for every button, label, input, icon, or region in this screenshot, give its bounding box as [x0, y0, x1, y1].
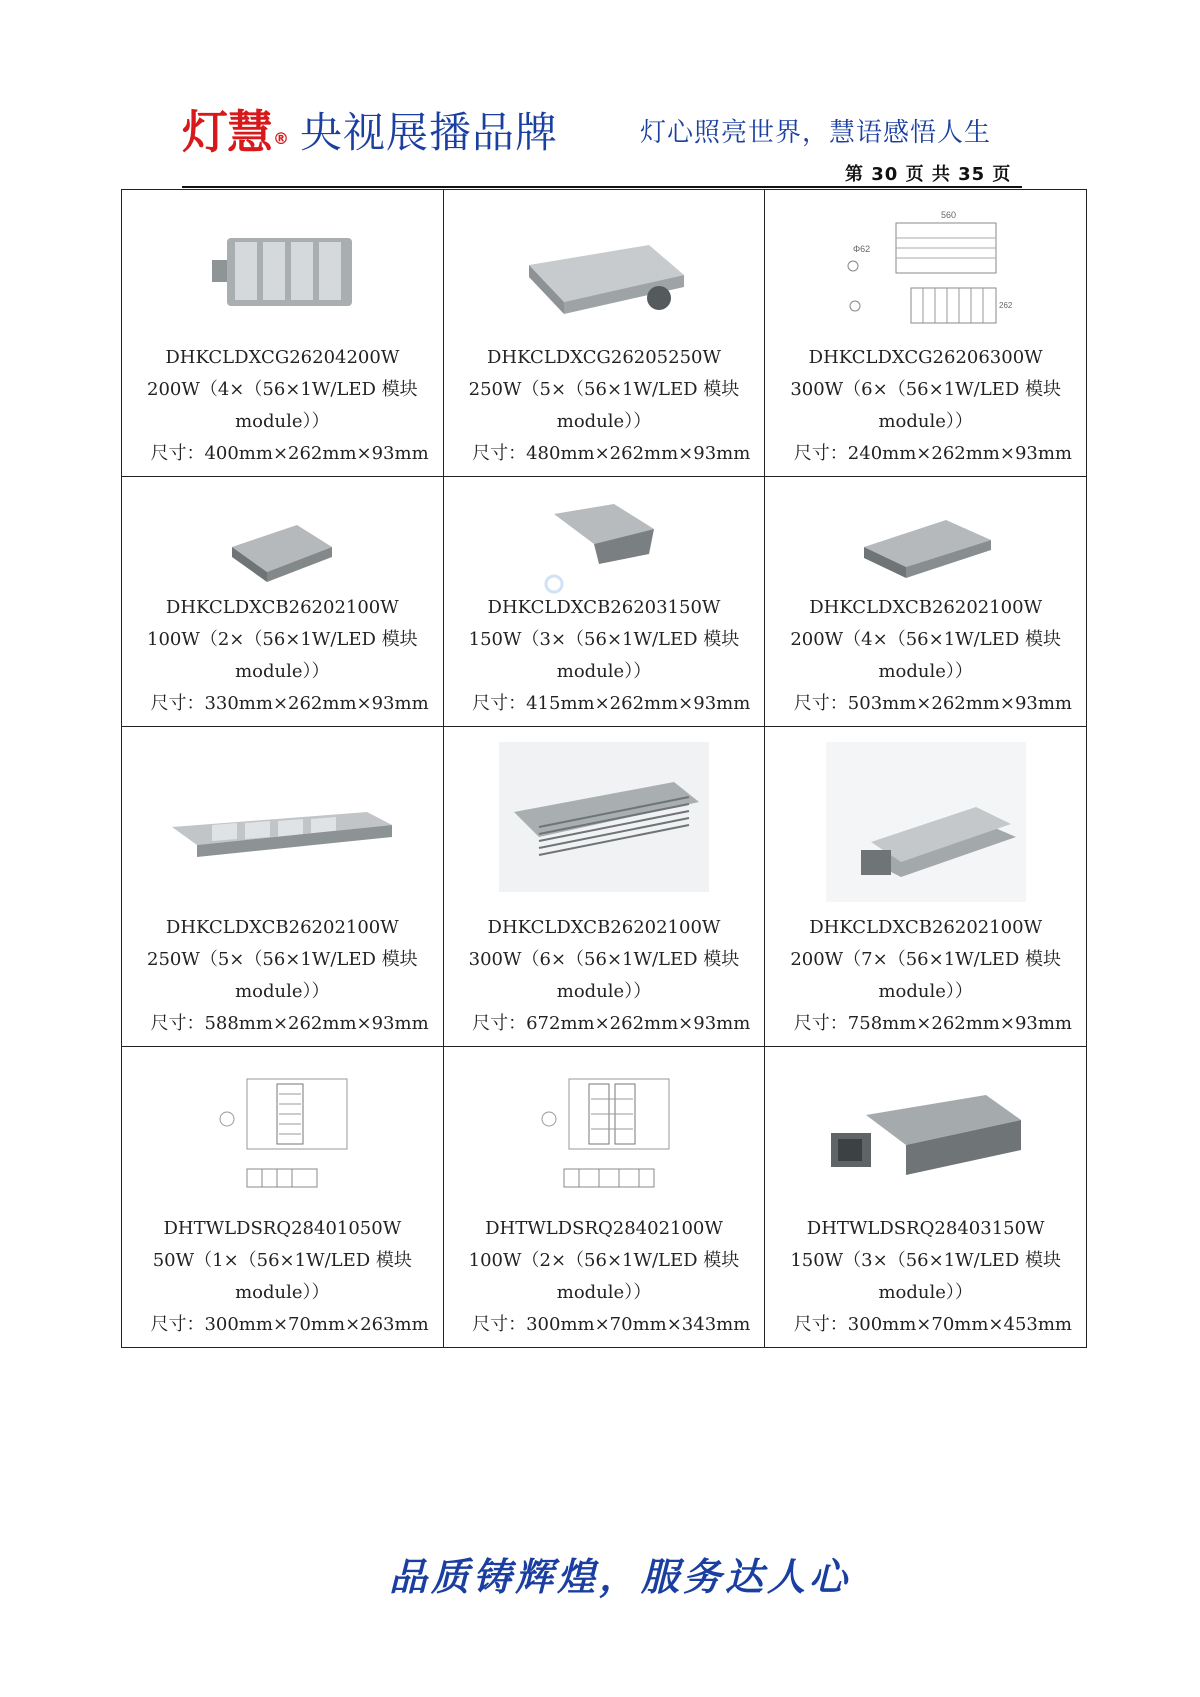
product-model: DHKCLDXCB26202100W: [165, 597, 399, 618]
product-image-streetlight: [499, 742, 709, 892]
table-row: [122, 1047, 1087, 1348]
product-image-floodlight: [519, 240, 689, 325]
product-spec-cont: module））: [235, 411, 330, 432]
product-info: [444, 912, 765, 1040]
footer-slogan: 品质铸辉煌，服务达人心: [388, 1555, 851, 1599]
product-model: DHKCLDXCG26204200W: [165, 347, 400, 368]
product-cell: [122, 190, 444, 477]
product-model: DHKCLDXCB26202100W: [165, 917, 399, 938]
product-image-streetlight: [227, 517, 337, 587]
product-cell: [765, 190, 1087, 477]
product-model: DHKCLDXCG26205250W: [486, 347, 721, 368]
product-info: [765, 342, 1086, 470]
product-drawing: [841, 208, 1011, 328]
header-divider: [182, 186, 1022, 188]
product-cell: [443, 190, 765, 477]
product-info: [444, 592, 765, 720]
page-header: [0, 0, 1200, 200]
product-info: [122, 1213, 443, 1341]
product-image-streetlight: [167, 797, 397, 877]
product-spec-cont: module））: [556, 411, 652, 432]
product-spec: 200W（7×（56×1W/LED 模块: [790, 949, 1061, 970]
product-info: [765, 592, 1086, 720]
product-size: 尺寸：300mm×70mm×343mm: [472, 1314, 751, 1335]
product-size: 尺寸：400mm×262mm×93mm: [150, 443, 429, 464]
product-info: [444, 1213, 765, 1341]
product-spec: 300W（6×（56×1W/LED 模块: [468, 949, 740, 970]
product-spec-cont: module））: [878, 411, 973, 432]
product-drawing: [207, 1059, 357, 1199]
product-model: DHTWLDSRQ28403150W: [806, 1218, 1045, 1239]
brand-tagline: 灯心照亮世界，慧语感悟人生: [640, 118, 992, 148]
product-size: 尺寸：758mm×262mm×93mm: [793, 1013, 1072, 1034]
product-image-streetlight: [826, 742, 1026, 902]
product-spec-cont: module））: [556, 661, 652, 682]
product-cell: [443, 477, 765, 727]
product-cell: [443, 1047, 765, 1348]
product-size: 尺寸：588mm×262mm×93mm: [150, 1013, 429, 1034]
product-image-streetlight: [856, 512, 996, 582]
product-image-floodlight: [207, 230, 357, 310]
brand-logo: 灯慧®: [182, 105, 288, 159]
product-drawing: [529, 1059, 679, 1199]
product-spec: 100W（2×（56×1W/LED 模块: [147, 629, 418, 650]
product-spec: 150W（3×（56×1W/LED 模块: [468, 629, 740, 650]
product-size: 尺寸：480mm×262mm×93mm: [472, 443, 751, 464]
product-spec: 200W（4×（56×1W/LED 模块: [147, 379, 418, 400]
product-cell: [765, 727, 1087, 1047]
product-info: [765, 1213, 1086, 1341]
product-size: 尺寸：503mm×262mm×93mm: [793, 693, 1072, 714]
product-info: [765, 912, 1086, 1040]
product-spec-cont: module））: [235, 1282, 330, 1303]
product-cell: [765, 477, 1087, 727]
product-spec: 100W（2×（56×1W/LED 模块: [468, 1250, 740, 1271]
drawing-label-side: 262: [998, 301, 1013, 310]
product-spec-cont: module））: [556, 981, 652, 1002]
product-spec-cont: module））: [235, 981, 330, 1002]
product-info: [122, 342, 443, 470]
product-model: DHKCLDXCB26202100W: [809, 917, 1043, 938]
product-model: DHKCLDXCB26202100W: [487, 917, 721, 938]
product-model: DHKCLDXCG26206300W: [808, 347, 1043, 368]
product-spec: 300W（6×（56×1W/LED 模块: [790, 379, 1061, 400]
product-image-streetlight: [544, 499, 664, 594]
product-cell: [122, 1047, 444, 1348]
product-spec-cont: module））: [556, 1282, 652, 1303]
brand-slogan: 央视展播品牌: [300, 108, 559, 157]
product-spec-cont: module））: [235, 661, 330, 682]
product-cell: [122, 477, 444, 727]
table-row: [122, 727, 1087, 1047]
product-size: 尺寸：300mm×70mm×263mm: [150, 1314, 429, 1335]
product-spec: 250W（5×（56×1W/LED 模块: [468, 379, 740, 400]
product-size: 尺寸：415mm×262mm×93mm: [472, 693, 751, 714]
product-model: DHTWLDSRQ28402100W: [485, 1218, 723, 1239]
drawing-label-top: 560: [940, 210, 956, 220]
product-size: 尺寸：240mm×262mm×93mm: [793, 443, 1072, 464]
product-spec: 50W（1×（56×1W/LED 模块: [152, 1250, 412, 1271]
product-info: [444, 342, 765, 470]
product-model: DHTWLDSRQ28401050W: [163, 1218, 402, 1239]
table-row: [122, 477, 1087, 727]
product-cell: [122, 727, 444, 1047]
product-model: DHKCLDXCB26202100W: [809, 597, 1043, 618]
drawing-label-left: Φ62: [852, 244, 870, 254]
page-number: 第 30 页 共 35 页: [845, 164, 1012, 185]
product-cell: [443, 727, 765, 1047]
product-model: DHKCLDXCB26203150W: [487, 597, 721, 618]
product-spec: 200W（4×（56×1W/LED 模块: [790, 629, 1061, 650]
product-size: 尺寸：330mm×262mm×93mm: [150, 693, 429, 714]
product-size: 尺寸：672mm×262mm×93mm: [472, 1013, 751, 1034]
product-size: 尺寸：300mm×70mm×453mm: [793, 1314, 1072, 1335]
product-table: [121, 189, 1087, 1348]
product-info: [122, 912, 443, 1040]
table-row: [122, 190, 1087, 477]
product-spec: 150W（3×（56×1W/LED 模块: [790, 1250, 1061, 1271]
product-cell: [765, 1047, 1087, 1348]
product-spec-cont: module））: [878, 1282, 973, 1303]
product-spec-cont: module））: [878, 981, 973, 1002]
product-image-floodlight: [826, 1075, 1026, 1185]
registered-mark: ®: [273, 129, 288, 148]
product-spec: 250W（5×（56×1W/LED 模块: [147, 949, 418, 970]
product-info: [122, 592, 443, 720]
product-spec-cont: module））: [878, 661, 973, 682]
